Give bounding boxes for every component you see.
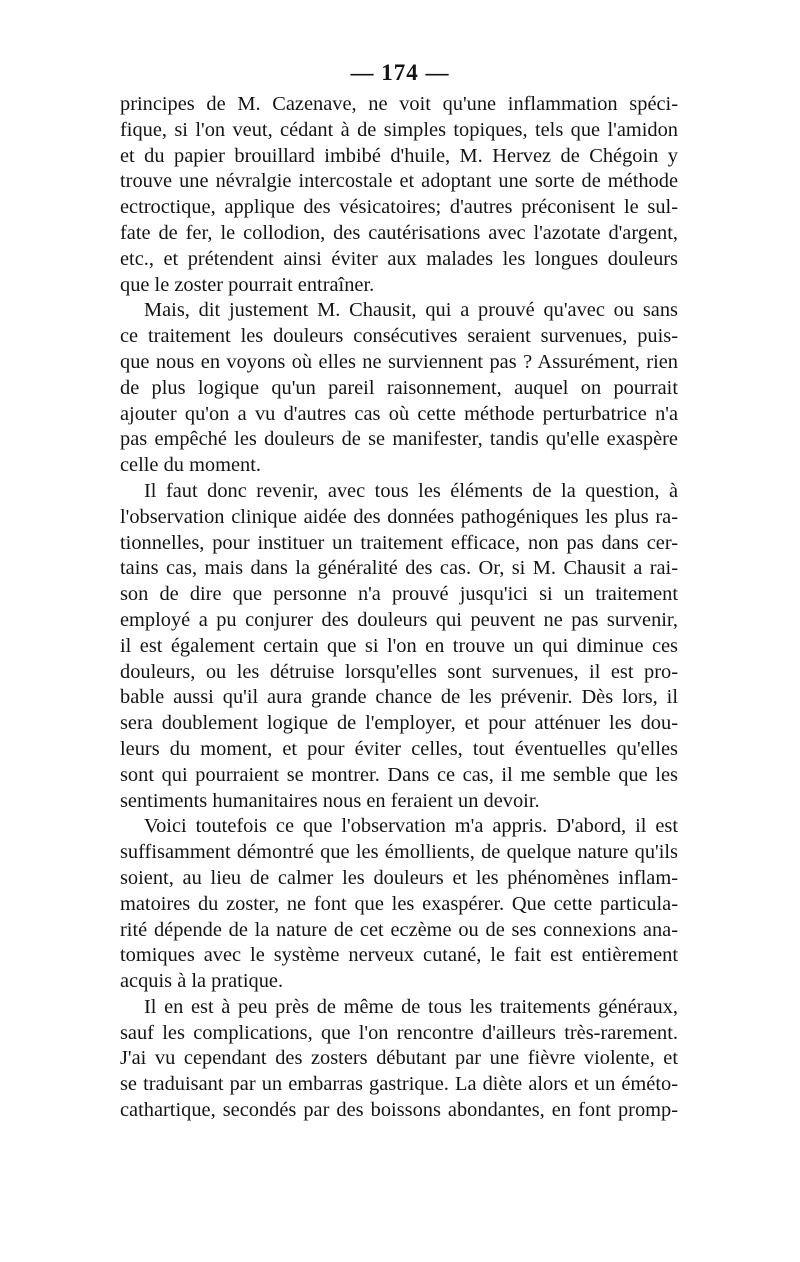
- text-line: etc., et prétendent ainsi éviter aux malades les longues douleurs: [120, 247, 678, 270]
- text-line: acquis à la pratique.: [120, 970, 284, 993]
- text-line: que nous en voyons où elles ne surviennent pas ? Assurément, rien: [120, 350, 678, 373]
- text-line: bable aussi qu'il aura grande chance de les prévenir. Dès lors, il: [120, 686, 678, 709]
- text-line: suffisamment démontré que les émollients, de quelque nature qu'ils: [120, 841, 678, 864]
- text-line: fate de fer, le collodion, des cautérisations avec l'azotate d'argent,: [120, 221, 678, 244]
- text-line: Il en est à peu près de même de tous les traitements généraux,: [144, 995, 678, 1018]
- body-text: [120, 92, 678, 1124]
- text-line: J'ai vu cependant des zosters débutant par une fièvre violente, et: [120, 1047, 678, 1070]
- text-line: matoires du zoster, ne font que les exaspérer. Que cette particula-: [120, 892, 678, 915]
- text-line: ce traitement les douleurs consécutives seraient survenues, puis-: [120, 325, 678, 348]
- text-line: Mais, dit justement M. Chausit, qui a prouvé qu'avec ou sans: [144, 299, 678, 322]
- text-line: tains cas, mais dans la généralité des cas. Or, si M. Chausit a rai-: [120, 557, 678, 580]
- text-line: leurs du moment, et pour éviter celles, tout éventuelles qu'elles: [120, 737, 678, 760]
- text-line: que le zoster pourrait entraîner.: [120, 273, 375, 296]
- text-line: trouve une névralgie intercostale et adoptant une sorte de méthode: [120, 170, 678, 193]
- text-line: rité dépende de la nature de cet eczème ou de ses connexions ana-: [120, 918, 678, 941]
- text-line: pas empêché les douleurs de se manifester, tandis qu'elle exaspère: [120, 428, 678, 451]
- text-line: principes de M. Cazenave, ne voit qu'une inflammation spéci-: [120, 93, 678, 115]
- text-line: Voici toutefois ce que l'observation m'a appris. D'abord, il est: [144, 815, 678, 838]
- text-line: Il faut donc revenir, avec tous les éléments de la question, à: [144, 479, 678, 502]
- text-line: tionnelles, pour instituer un traitement efficace, non pas dans cer-: [120, 531, 678, 554]
- text-line: sont qui pourraient se montrer. Dans ce cas, il me semble que les: [120, 763, 678, 786]
- text-line: fique, si l'on veut, cédant à de simples topiques, tels que l'amidon: [120, 118, 678, 141]
- text-line: sera doublement logique de l'employer, et pour atténuer les dou-: [120, 712, 678, 735]
- text-line: cathartique, secondés par des boissons abondantes, en font promp-: [120, 1099, 678, 1122]
- text-line: et du papier brouillard imbibé d'huile, M. Hervez de Chégoin y: [120, 144, 678, 167]
- text-line: ajouter qu'on a vu d'autres cas où cette méthode perturbatrice n'a: [120, 402, 678, 425]
- text-line: sentiments humanitaires nous en feraient un devoir.: [120, 789, 540, 812]
- text-line: il est également certain que si l'on en trouve un qui diminue ces: [120, 634, 678, 657]
- text-line: celle du moment.: [120, 454, 261, 477]
- text-line: sauf les complications, que l'on rencontre d'ailleurs très-rarement.: [120, 1021, 678, 1044]
- text-line: tomiques avec le système nerveux cutané, le fait est entièrement: [120, 944, 678, 967]
- text-line: soient, au lieu de calmer les douleurs et les phénomènes inflam-: [120, 866, 678, 889]
- text-line: de plus logique qu'un pareil raisonnement, auquel on pourrait: [120, 376, 678, 399]
- text-line: ectroctique, applique des vésicatoires; d'autres préconisent le sul-: [120, 196, 678, 219]
- text-line: l'observation clinique aidée des données pathogéniques les plus ra-: [120, 505, 678, 528]
- text-line: employé a pu conjurer des douleurs qui peuvent ne pas survenir,: [120, 608, 678, 631]
- text-line: se traduisant par un embarras gastrique. La diète alors et un éméto-: [120, 1073, 678, 1096]
- text-line: son de dire que personne n'a prouvé jusqu'ici si un traitement: [120, 583, 678, 606]
- page-number: — 174 —: [350, 60, 450, 85]
- text-line: douleurs, ou les détruise lorsqu'elles sont survenues, il est pro-: [120, 660, 678, 683]
